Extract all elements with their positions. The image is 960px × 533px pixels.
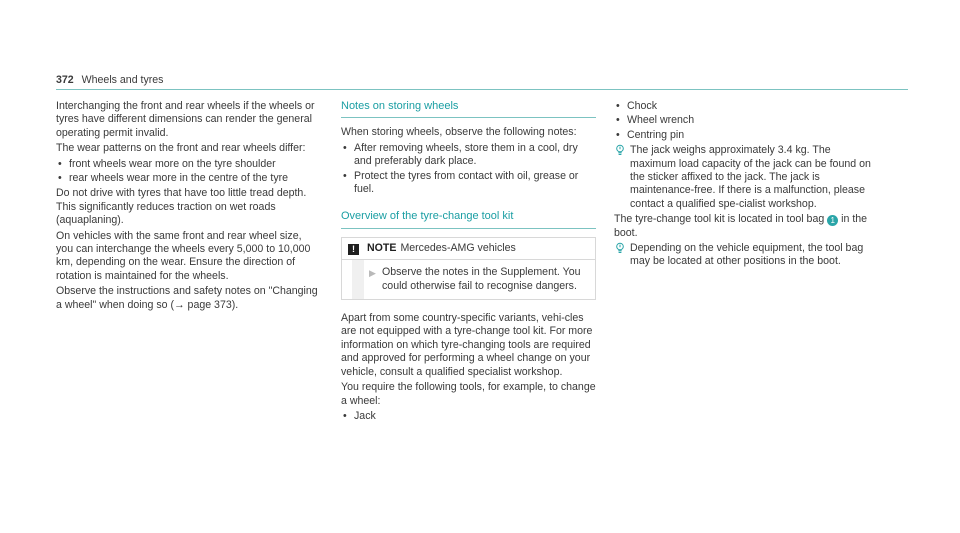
paragraph-interchange-interval: On vehicles with the same front and rear wheel size, you can interchange the wheels every 5,000 to 10,000 km, depending on the wear. Ensure the direction of rotation is maintained for the wheels.	[56, 229, 311, 282]
paragraph-wear-patterns: The wear patterns on the front and rear wheels differ:	[56, 142, 306, 155]
column-middle	[341, 100, 596, 425]
column-left	[56, 100, 318, 314]
note-header	[342, 238, 595, 260]
chapter-title: Wheels and tyres	[81, 74, 164, 86]
bullet-icon: •	[58, 172, 62, 185]
note-title: Mercedes-AMG vehicles	[400, 241, 516, 254]
bullet-icon: •	[343, 141, 347, 154]
bullet-icon: •	[58, 157, 62, 170]
note-body	[342, 260, 595, 299]
list-item	[56, 172, 318, 185]
tools-list	[341, 410, 596, 423]
paragraph-text: in the boot.	[614, 213, 868, 239]
list-item-text: Centring pin	[627, 128, 685, 141]
list-item	[614, 100, 876, 113]
warning-square-icon: !	[348, 244, 359, 255]
list-item-text: Protect the tyres from contact with oil, grease or fuel.	[354, 169, 579, 196]
list-item	[614, 129, 876, 142]
list-item	[341, 410, 596, 423]
note-label: NOTE	[367, 241, 397, 254]
info-note-jack	[614, 144, 876, 211]
numbered-callout-icon: 1	[827, 215, 838, 226]
list-item-text: front wheels wear more on the tyre shoulder	[69, 157, 276, 170]
paragraph-required-tools: You require the following tools, for example, to change a wheel:	[341, 381, 596, 407]
list-item	[341, 142, 596, 169]
play-arrow-icon: ▶	[369, 268, 376, 279]
bullet-icon: •	[616, 114, 620, 127]
paragraph-observe-instructions: Observe the instructions and safety notes on "Changing a wheel" when doing so (→ page 373).	[56, 285, 318, 311]
paragraph-tool-bag-location	[614, 213, 876, 240]
header-rule	[56, 89, 908, 90]
list-item-text: After removing wheels, store them in a cool, dry and preferably dark place.	[354, 141, 578, 168]
bullet-icon: •	[616, 100, 620, 112]
info-text: The jack weighs approximately 3.4 kg. The maximum load capacity of the jack can be found on the sticker affixed to the jack. The jack is maintenance-free. If there is a malfunction, please contact a qualified spe-cialist workshop.	[630, 144, 871, 210]
section-heading-storing: Notes on storing wheels	[341, 100, 596, 118]
info-lightbulb-icon	[614, 144, 626, 156]
list-item	[614, 114, 876, 127]
wear-list	[56, 158, 318, 186]
list-item-text: Jack	[354, 409, 376, 422]
paragraph-tread-depth: Do not drive with tyres that have too little tread depth. This significantly reduces traction on wet roads (aquaplaning).	[56, 187, 307, 227]
info-text: Depending on the vehicle equipment, the tool bag may be located at other positions in the boot.	[630, 242, 864, 268]
column-right	[614, 100, 876, 271]
note-text: Observe the notes in the Supplement. You could otherwise fail to recognise dangers.	[382, 266, 581, 292]
section-heading-tool-kit: Overview of the tyre-change tool kit	[341, 210, 596, 228]
list-item-text: Chock	[627, 100, 658, 112]
list-item-text: Wheel wrench	[627, 114, 695, 127]
info-note-equipment	[614, 242, 876, 269]
paragraph-interchanging: Interchanging the front and rear wheels if the wheels or tyres have different dimensions can render the general operating permit invalid.	[56, 100, 315, 139]
info-lightbulb-icon	[614, 242, 626, 254]
paragraph-tool-kit-availability: Apart from some country-specific variants, vehi-cles are not equipped with a tyre-change tool kit. For more information on which tyre-changing tools are required and approved for performing a wheel change on your vehicle, consult a qualified specialist workshop.	[341, 312, 593, 378]
bullet-icon: •	[343, 169, 347, 182]
bullet-icon: •	[616, 128, 620, 141]
tools-list-continued	[614, 100, 876, 142]
list-item	[56, 158, 318, 171]
note-box	[341, 237, 596, 300]
list-item-text: rear wheels wear more in the centre of the tyre	[69, 172, 289, 185]
bullet-icon: •	[343, 409, 347, 422]
note-side-strip	[352, 260, 364, 299]
list-item	[341, 170, 596, 197]
paragraph-text: The tyre-change tool kit is located in tool bag	[614, 213, 825, 226]
storing-list	[341, 142, 596, 197]
paragraph-storing-intro: When storing wheels, observe the following notes:	[341, 126, 577, 139]
page-number: 372	[56, 74, 74, 86]
page-header	[56, 74, 163, 87]
